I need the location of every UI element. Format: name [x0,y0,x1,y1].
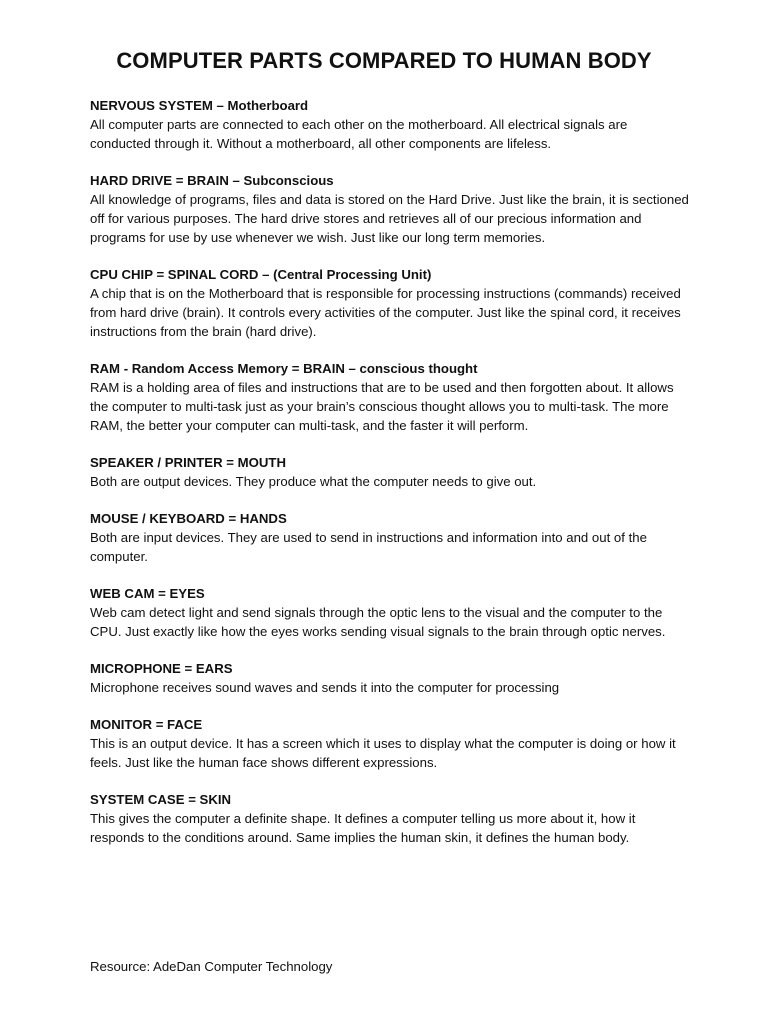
section-system-case [90,790,690,847]
section-heading: NERVOUS SYSTEM – Motherboard [90,98,309,113]
section-microphone [90,659,690,697]
section-body: Web cam detect light and send signals through the optic lens to the visual and the computer to the CPU. Just exactly like how the eyes works sending visual signals to the brain through optic nerves. [90,605,666,639]
section-body: Both are output devices. They produce what the computer needs to give out. [90,474,537,489]
section-heading: SYSTEM CASE = SKIN [90,792,232,807]
section-nervous-system [90,96,690,153]
section-body: RAM is a holding area of files and instructions that are to be used and then forgotten about. It allows the computer to multi-task just as your brain’s conscious thought allows you to multi-task. The more RAM, the better your computer can multi-task, and the faster it will perform. [90,380,674,433]
section-heading: CPU CHIP = SPINAL CORD – (Central Processing Unit) [90,267,432,282]
section-body: A chip that is on the Motherboard that is responsible for processing instructions (commands) received from hard drive (brain). It controls every activities of the computer. Just like the spinal cord, it receives instructions from the brain (hard drive). [90,286,681,339]
section-body: Microphone receives sound waves and sends it into the computer for processing [90,680,560,695]
section-ram [90,359,690,435]
section-body: Both are input devices. They are used to send in instructions and information into and out of the computer. [90,530,647,564]
section-speaker-printer [90,453,690,491]
section-body: This is an output device. It has a screen which it uses to display what the computer is doing or how it feels. Just like the human face shows different expressions. [90,736,676,770]
page-title: COMPUTER PARTS COMPARED TO HUMAN BODY [116,48,652,73]
comparison-list [90,96,690,865]
section-heading: HARD DRIVE = BRAIN – Subconscious [90,173,334,188]
section-body: This gives the computer a definite shape. It defines a computer telling us more about it, how it responds to the conditions around. Same implies the human skin, it defines the human body. [90,811,636,845]
section-web-cam [90,584,690,641]
section-body: All computer parts are connected to each other on the motherboard. All electrical signals are conducted through it. Without a motherboard, all other components are lifeless. [90,117,628,151]
section-heading: WEB CAM = EYES [90,586,205,601]
section-monitor [90,715,690,772]
section-heading: SPEAKER / PRINTER = MOUTH [90,455,287,470]
section-heading: RAM - Random Access Memory = BRAIN – conscious thought [90,361,478,376]
section-heading: MOUSE / KEYBOARD = HANDS [90,511,287,526]
section-heading: MONITOR = FACE [90,717,203,732]
section-mouse-keyboard [90,509,690,566]
section-cpu-chip [90,265,690,341]
section-heading: MICROPHONE = EARS [90,661,233,676]
section-hard-drive [90,171,690,247]
resource-credit: Resource: AdeDan Computer Technology [90,959,333,974]
section-body: All knowledge of programs, files and data is stored on the Hard Drive. Just like the brain, it is sectioned off for various purposes. The hard drive stores and retrieves all of our precious information and programs for use by use whenever we wish. Just like our long term memories. [90,192,689,245]
